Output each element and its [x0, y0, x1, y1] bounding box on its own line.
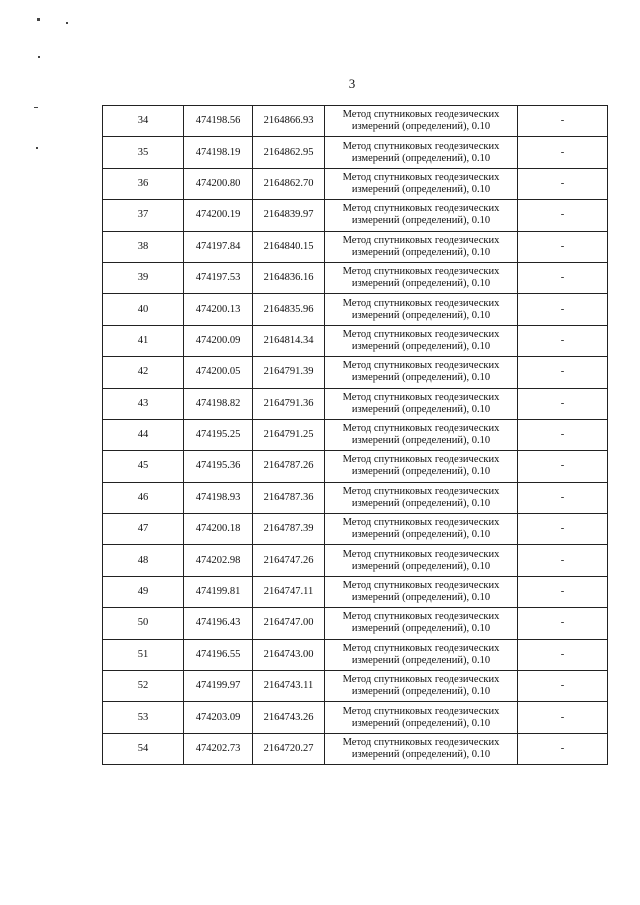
coordinates-table-body: [103, 106, 608, 765]
method-line-1: Метод спутниковых геодезических: [342, 611, 500, 623]
method-cell: [325, 168, 518, 199]
method-line-1: Метод спутниковых геодезических: [342, 454, 500, 466]
extra-info-cell: -: [518, 137, 608, 168]
extra-info-cell: -: [518, 671, 608, 702]
method-line-2: измерений (определений), 0.10: [351, 749, 491, 760]
table-row: [103, 576, 608, 607]
extra-info-cell: -: [518, 514, 608, 545]
extra-info-cell: -: [518, 357, 608, 388]
scan-speck: [34, 107, 38, 108]
y-coordinate-cell: 2164862.95: [253, 137, 325, 168]
table-row: [103, 231, 608, 262]
method-line-1: Метод спутниковых геодезических: [342, 391, 500, 403]
x-coordinate-cell: 474195.36: [184, 451, 253, 482]
method-line-1: Метод спутниковых геодезических: [342, 737, 500, 748]
point-number-cell: 48: [103, 545, 184, 576]
y-coordinate-cell: 2164743.11: [253, 671, 325, 702]
table-row: [103, 733, 608, 764]
x-coordinate-cell: 474198.19: [184, 137, 253, 168]
y-coordinate-cell: 2164787.39: [253, 514, 325, 545]
y-coordinate-cell: 2164836.16: [253, 262, 325, 293]
method-line-1: Метод спутниковых геодезических: [342, 674, 500, 686]
method-cell: [325, 671, 518, 702]
x-coordinate-cell: 474203.09: [184, 702, 253, 733]
x-coordinate-cell: 474200.18: [184, 514, 253, 545]
method-line-2: измерений (определений), 0.10: [351, 623, 491, 635]
method-line-1: Метод спутниковых геодезических: [342, 266, 500, 278]
point-number-cell: 46: [103, 482, 184, 513]
point-number-cell: 53: [103, 702, 184, 733]
point-number-cell: 49: [103, 576, 184, 607]
table-row: [103, 419, 608, 450]
extra-info-cell: -: [518, 419, 608, 450]
method-line-2: измерений (определений), 0.10: [351, 560, 491, 572]
method-cell: [325, 200, 518, 231]
method-line-1: Метод спутниковых геодезических: [342, 109, 500, 121]
method-cell: [325, 262, 518, 293]
scan-speck: [36, 147, 38, 149]
method-cell: [325, 106, 518, 137]
point-number-cell: 40: [103, 294, 184, 325]
x-coordinate-cell: 474196.55: [184, 639, 253, 670]
method-cell: [325, 388, 518, 419]
table-row: [103, 482, 608, 513]
method-line-1: Метод спутниковых геодезических: [342, 297, 500, 309]
table-row: [103, 294, 608, 325]
table-row: [103, 451, 608, 482]
scan-speck: [38, 56, 40, 58]
x-coordinate-cell: 474197.84: [184, 231, 253, 262]
method-line-1: Метод спутниковых геодезических: [342, 705, 500, 717]
y-coordinate-cell: 2164743.26: [253, 702, 325, 733]
point-number-cell: 44: [103, 419, 184, 450]
point-number-cell: 50: [103, 608, 184, 639]
table-row: [103, 137, 608, 168]
extra-info-cell: -: [518, 608, 608, 639]
point-number-cell: 47: [103, 514, 184, 545]
extra-info-cell: -: [518, 576, 608, 607]
method-cell: [325, 639, 518, 670]
table-row: [103, 671, 608, 702]
extra-info-cell: -: [518, 545, 608, 576]
method-cell: [325, 325, 518, 356]
y-coordinate-cell: 2164787.36: [253, 482, 325, 513]
extra-info-cell: -: [518, 702, 608, 733]
y-coordinate-cell: 2164839.97: [253, 200, 325, 231]
method-line-2: измерений (определений), 0.10: [351, 592, 491, 604]
method-cell: [325, 137, 518, 168]
method-line-2: измерений (определений), 0.10: [351, 215, 491, 227]
scan-speck: [66, 22, 68, 24]
y-coordinate-cell: 2164720.27: [253, 733, 325, 764]
x-coordinate-cell: 474200.80: [184, 168, 253, 199]
extra-info-cell: -: [518, 639, 608, 670]
method-line-2: измерений (определений), 0.10: [351, 278, 491, 290]
table-row: [103, 545, 608, 576]
x-coordinate-cell: 474200.09: [184, 325, 253, 356]
method-line-2: измерений (определений), 0.10: [351, 466, 491, 478]
method-line-1: Метод спутниковых геодезических: [342, 517, 500, 529]
table-row: [103, 168, 608, 199]
table-row: [103, 608, 608, 639]
method-cell: [325, 608, 518, 639]
extra-info-cell: -: [518, 262, 608, 293]
method-line-1: Метод спутниковых геодезических: [342, 423, 500, 435]
method-line-2: измерений (определений), 0.10: [351, 403, 491, 415]
y-coordinate-cell: 2164743.00: [253, 639, 325, 670]
y-coordinate-cell: 2164791.39: [253, 357, 325, 388]
y-coordinate-cell: 2164791.25: [253, 419, 325, 450]
table-row: [103, 357, 608, 388]
point-number-cell: 52: [103, 671, 184, 702]
method-line-2: измерений (определений), 0.10: [351, 529, 491, 541]
x-coordinate-cell: 474198.56: [184, 106, 253, 137]
y-coordinate-cell: 2164747.00: [253, 608, 325, 639]
method-line-2: измерений (определений), 0.10: [351, 372, 491, 384]
method-cell: [325, 294, 518, 325]
x-coordinate-cell: 474198.93: [184, 482, 253, 513]
x-coordinate-cell: 474199.97: [184, 671, 253, 702]
y-coordinate-cell: 2164814.34: [253, 325, 325, 356]
point-number-cell: 37: [103, 200, 184, 231]
point-number-cell: 41: [103, 325, 184, 356]
extra-info-cell: -: [518, 733, 608, 764]
extra-info-cell: -: [518, 451, 608, 482]
table-row: [103, 325, 608, 356]
x-coordinate-cell: 474200.19: [184, 200, 253, 231]
extra-info-cell: -: [518, 294, 608, 325]
x-coordinate-cell: 474195.25: [184, 419, 253, 450]
table-row: [103, 639, 608, 670]
table-row: [103, 388, 608, 419]
y-coordinate-cell: 2164787.26: [253, 451, 325, 482]
method-cell: [325, 702, 518, 733]
point-number-cell: 51: [103, 639, 184, 670]
method-line-2: измерений (определений), 0.10: [351, 183, 491, 195]
coordinates-table: [102, 105, 608, 765]
method-cell: [325, 733, 518, 764]
scan-speck: [37, 18, 40, 21]
y-coordinate-cell: 2164747.26: [253, 545, 325, 576]
table-row: [103, 200, 608, 231]
method-line-1: Метод спутниковых геодезических: [342, 171, 500, 183]
point-number-cell: 42: [103, 357, 184, 388]
extra-info-cell: -: [518, 200, 608, 231]
x-coordinate-cell: 474202.98: [184, 545, 253, 576]
method-cell: [325, 514, 518, 545]
method-line-1: Метод спутниковых геодезических: [342, 234, 500, 246]
x-coordinate-cell: 474202.73: [184, 733, 253, 764]
y-coordinate-cell: 2164747.11: [253, 576, 325, 607]
point-number-cell: 34: [103, 106, 184, 137]
table-row: [103, 106, 608, 137]
point-number-cell: 38: [103, 231, 184, 262]
method-line-1: Метод спутниковых геодезических: [342, 140, 500, 152]
method-cell: [325, 419, 518, 450]
extra-info-cell: -: [518, 388, 608, 419]
x-coordinate-cell: 474200.13: [184, 294, 253, 325]
method-cell: [325, 357, 518, 388]
y-coordinate-cell: 2164862.70: [253, 168, 325, 199]
method-line-2: измерений (определений), 0.10: [351, 654, 491, 666]
method-line-2: измерений (определений), 0.10: [351, 435, 491, 447]
method-line-1: Метод спутниковых геодезических: [342, 642, 500, 654]
point-number-cell: 36: [103, 168, 184, 199]
point-number-cell: 39: [103, 262, 184, 293]
method-cell: [325, 576, 518, 607]
point-number-cell: 35: [103, 137, 184, 168]
x-coordinate-cell: 474200.05: [184, 357, 253, 388]
method-line-2: измерений (определений), 0.10: [351, 152, 491, 164]
y-coordinate-cell: 2164866.93: [253, 106, 325, 137]
method-line-2: измерений (определений), 0.10: [351, 309, 491, 321]
table-row: [103, 262, 608, 293]
method-cell: [325, 231, 518, 262]
y-coordinate-cell: 2164835.96: [253, 294, 325, 325]
table-row: [103, 702, 608, 733]
method-line-2: измерений (определений), 0.10: [351, 121, 491, 133]
method-line-1: Метод спутниковых геодезических: [342, 360, 500, 372]
method-cell: [325, 451, 518, 482]
point-number-cell: 43: [103, 388, 184, 419]
extra-info-cell: -: [518, 106, 608, 137]
method-cell: [325, 545, 518, 576]
point-number-cell: 54: [103, 733, 184, 764]
method-line-2: измерений (определений), 0.10: [351, 497, 491, 509]
method-line-1: Метод спутниковых геодезических: [342, 548, 500, 560]
method-line-2: измерений (определений), 0.10: [351, 686, 491, 698]
table-row: [103, 514, 608, 545]
extra-info-cell: -: [518, 168, 608, 199]
x-coordinate-cell: 474198.82: [184, 388, 253, 419]
x-coordinate-cell: 474197.53: [184, 262, 253, 293]
point-number-cell: 45: [103, 451, 184, 482]
method-cell: [325, 482, 518, 513]
method-line-1: Метод спутниковых геодезических: [342, 203, 500, 215]
method-line-2: измерений (определений), 0.10: [351, 717, 491, 729]
y-coordinate-cell: 2164791.36: [253, 388, 325, 419]
extra-info-cell: -: [518, 482, 608, 513]
method-line-1: Метод спутниковых геодезических: [342, 328, 500, 340]
method-line-1: Метод спутниковых геодезических: [342, 580, 500, 592]
method-line-2: измерений (определений), 0.10: [351, 340, 491, 352]
extra-info-cell: -: [518, 325, 608, 356]
x-coordinate-cell: 474196.43: [184, 608, 253, 639]
page-number: 3: [348, 76, 356, 91]
y-coordinate-cell: 2164840.15: [253, 231, 325, 262]
x-coordinate-cell: 474199.81: [184, 576, 253, 607]
extra-info-cell: -: [518, 231, 608, 262]
method-line-1: Метод спутниковых геодезических: [342, 485, 500, 497]
method-line-2: измерений (определений), 0.10: [351, 246, 491, 258]
